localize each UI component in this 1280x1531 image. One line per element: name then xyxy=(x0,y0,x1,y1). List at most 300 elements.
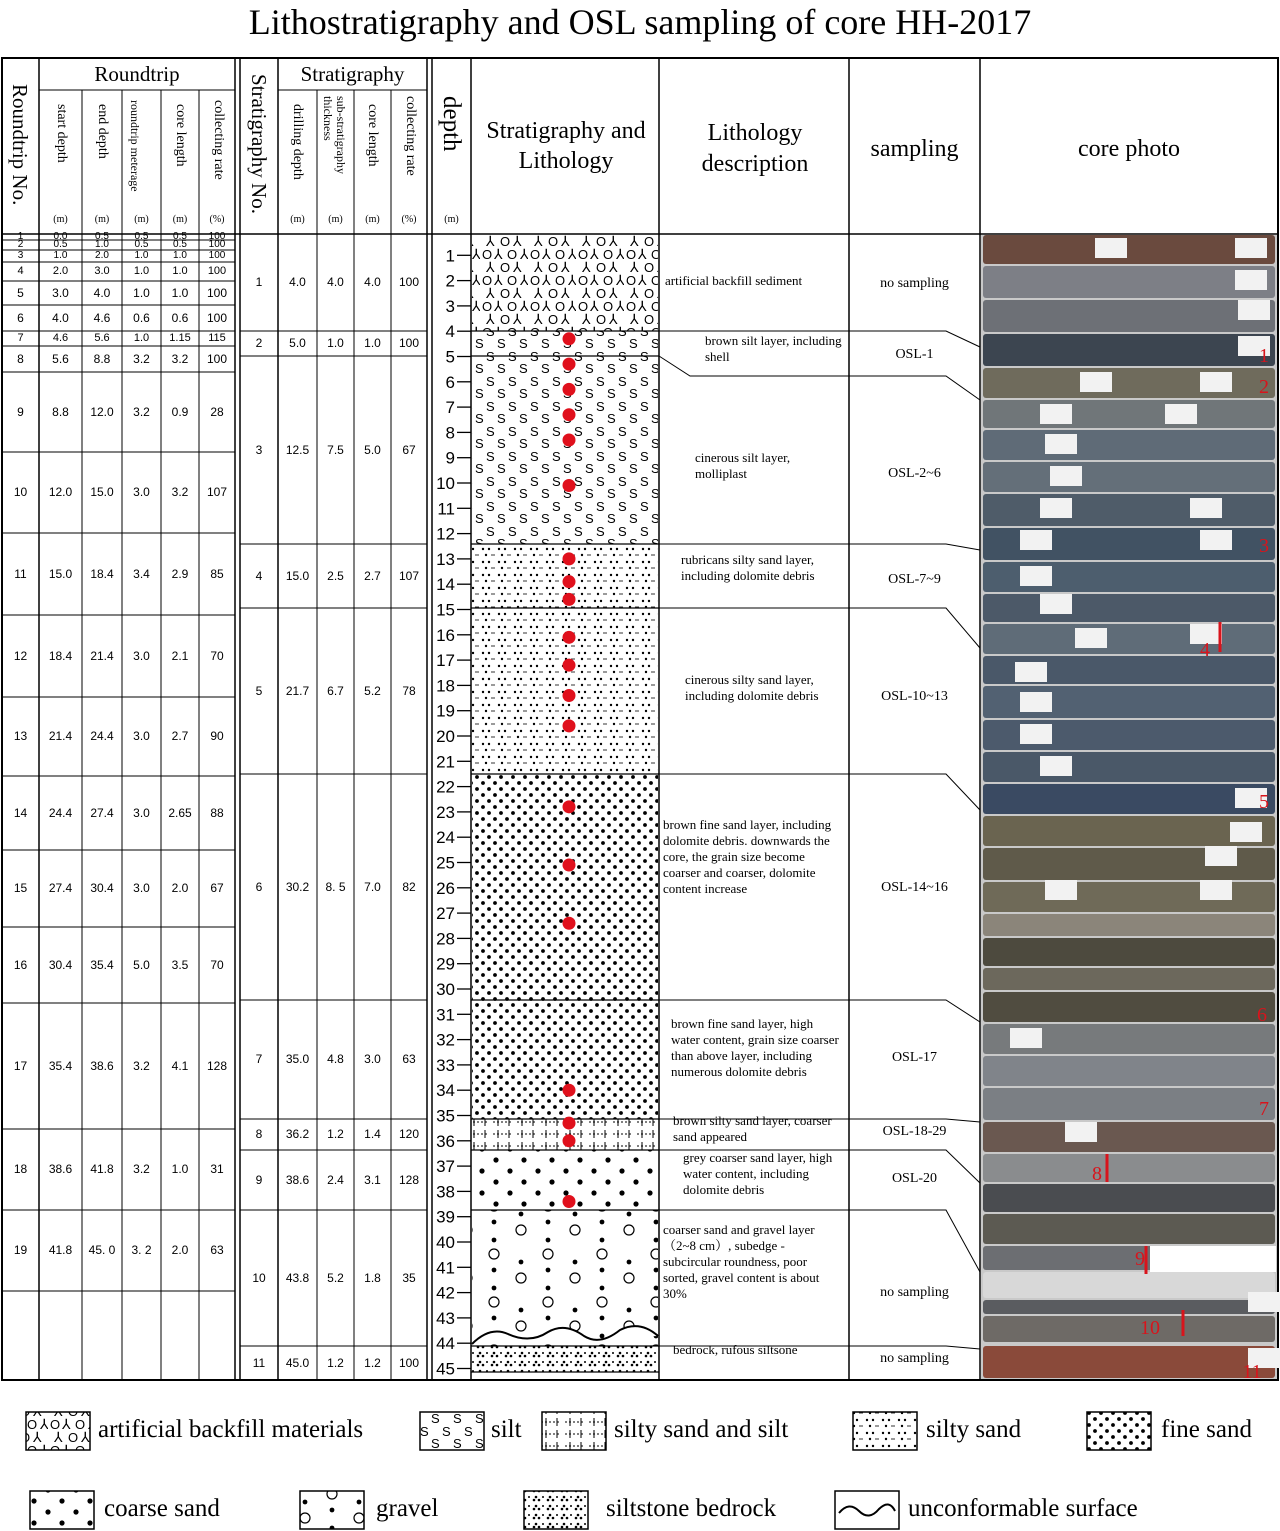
strata-cell-core: 4.0 xyxy=(364,275,381,289)
roundtrip-cell-no: 1 xyxy=(17,231,24,242)
depth-tick-label: 29 xyxy=(436,954,455,974)
roundtrip-cell-rate: 107 xyxy=(206,485,228,499)
core-photo-strip xyxy=(983,1300,1275,1314)
roundtrip-cell-core: 2.7 xyxy=(171,729,189,743)
osl-sample-dot xyxy=(563,1195,576,1208)
roundtrip-cell-meter: 5.0 xyxy=(133,958,150,972)
roundtrip-cell-meter: 0.6 xyxy=(133,311,150,325)
sample-tag xyxy=(1040,404,1072,424)
legend-label-gravel: gravel xyxy=(376,1495,439,1522)
sample-tag xyxy=(1075,628,1107,648)
roundtrip-cell-rate: 63 xyxy=(210,1243,224,1257)
sample-tag xyxy=(1248,1292,1280,1312)
strata-cell-thick: 1.2 xyxy=(327,1356,344,1370)
sampling-label: OSL-2~6 xyxy=(888,466,941,481)
strata-cell-rate: 100 xyxy=(398,1356,420,1370)
roundtrip-cell-end: 12.0 xyxy=(90,405,114,419)
roundtrip-cell-rate: 88 xyxy=(210,806,224,820)
core-photo-strip xyxy=(983,624,1275,654)
strata-cell-no: 8 xyxy=(255,1127,263,1141)
depth-tick-label: 42 xyxy=(436,1283,455,1303)
roundtrip-cell-core: 1.0 xyxy=(171,1162,189,1176)
legend-swatch-unconformity xyxy=(835,1491,899,1529)
roundtrip-cell-start: 21.4 xyxy=(48,729,73,743)
header-drilling-depth: drilling depth xyxy=(290,104,305,180)
roundtrip-cell-start: 18.4 xyxy=(48,649,73,663)
strata-cell-thick: 5.2 xyxy=(327,1271,344,1285)
roundtrip-cell-core: 2.0 xyxy=(171,881,189,895)
sample-tag xyxy=(1045,880,1077,900)
depth-tick-label: 27 xyxy=(436,904,455,924)
osl-sample-dot xyxy=(563,800,576,813)
roundtrip-cell-core: 1.0 xyxy=(171,286,189,300)
unit-start: (m) xyxy=(53,214,68,225)
roundtrip-cell-core: 0.6 xyxy=(171,311,189,325)
lithology-description: bedrock, rufous siltsone xyxy=(673,1342,798,1357)
legend-swatch-backfill xyxy=(26,1412,90,1450)
depth-tick-label: 19 xyxy=(436,701,455,721)
lithology-description: coarser sand and gravel layer（2~8 cm）, subedge - subcircular roundness, poor sorted, gravel content is about 30% xyxy=(663,1222,820,1301)
roundtrip-cell-rate: 100 xyxy=(208,239,226,250)
strata-cell-no: 7 xyxy=(255,1052,263,1066)
boundary-connector xyxy=(659,544,980,550)
depth-tick-label: 41 xyxy=(436,1258,455,1278)
osl-sample-dot xyxy=(563,689,576,702)
header-core-length: core length xyxy=(173,104,188,167)
roundtrip-cell-end: 18.4 xyxy=(90,567,114,581)
strata-cell-core: 5.2 xyxy=(364,684,381,698)
roundtrip-cell-no: 17 xyxy=(13,1059,28,1073)
sample-tag xyxy=(1040,498,1072,518)
roundtrip-cell-meter: 0.5 xyxy=(134,231,149,242)
sampling-label: no sampling xyxy=(880,276,949,291)
strata-cell-depth: 12.5 xyxy=(285,443,310,457)
depth-tick-label: 12 xyxy=(436,524,455,544)
osl-sample-dot xyxy=(563,719,576,732)
header-sub-thickness: sub-stratigraphy thickness xyxy=(321,96,348,174)
sample-tag xyxy=(1200,530,1232,550)
depth-tick-label: 16 xyxy=(436,625,455,645)
roundtrip-cell-end: 5.6 xyxy=(94,332,110,344)
lithology-layer xyxy=(472,234,658,331)
sampling-label: OSL-1 xyxy=(895,347,934,362)
osl-sample-dot xyxy=(563,917,576,930)
depth-tick-label: 45 xyxy=(436,1359,455,1379)
roundtrip-cell-rate: 70 xyxy=(210,649,224,663)
roundtrip-cell-no: 13 xyxy=(13,729,28,743)
roundtrip-cell-rate: 90 xyxy=(210,729,224,743)
depth-tick-label: 38 xyxy=(436,1182,455,1202)
sample-tag xyxy=(1238,300,1270,320)
sample-tag xyxy=(1165,404,1197,424)
roundtrip-cell-start: 15.0 xyxy=(48,567,73,581)
depth-tick-label: 39 xyxy=(436,1207,455,1227)
roundtrip-cell-start: 5.6 xyxy=(52,352,69,366)
core-photo-strip xyxy=(983,1056,1275,1086)
strata-cell-no: 10 xyxy=(252,1271,266,1285)
strata-cell-depth: 4.0 xyxy=(289,275,306,289)
photo-layer-marker: 6 xyxy=(1257,1004,1267,1026)
osl-sample-dot xyxy=(563,1084,576,1097)
depth-tick-label: 31 xyxy=(436,1005,455,1025)
strata-cell-thick: 2.4 xyxy=(327,1173,344,1187)
header-stratigraphy-no: Stratigraphy No. xyxy=(247,74,271,214)
roundtrip-cell-core: 1.0 xyxy=(173,250,187,261)
sample-tag xyxy=(1015,662,1047,682)
roundtrip-cell-meter: 3.0 xyxy=(133,729,150,743)
strata-cell-rate: 100 xyxy=(398,336,420,350)
strata-cell-thick: 7.5 xyxy=(327,443,344,457)
core-photo-strip xyxy=(983,1184,1275,1212)
roundtrip-cell-meter: 3.0 xyxy=(133,881,150,895)
legend-swatch-fine-sand xyxy=(1087,1412,1151,1450)
roundtrip-cell-start: 2.0 xyxy=(52,265,69,277)
sampling-label: OSL-10~13 xyxy=(881,689,948,704)
header-depth: depth xyxy=(438,96,465,152)
roundtrip-cell-start: 12.0 xyxy=(48,485,73,499)
sampling-label: OSL-7~9 xyxy=(888,572,941,587)
roundtrip-cell-core: 1.0 xyxy=(172,265,188,277)
strata-cell-depth: 5.0 xyxy=(289,336,306,350)
roundtrip-cell-end: 0.5 xyxy=(95,231,109,242)
roundtrip-cell-end: 15.0 xyxy=(90,485,114,499)
roundtrip-cell-rate: 128 xyxy=(206,1059,228,1073)
core-photo-strip xyxy=(983,1316,1275,1342)
boundary-connector xyxy=(659,608,980,648)
roundtrip-cell-end: 21.4 xyxy=(90,649,114,663)
roundtrip-cell-meter: 0.5 xyxy=(134,239,149,250)
header-end-depth: end depth xyxy=(95,104,110,159)
header-roundtrip-meterage: roundtrip meterage xyxy=(128,100,142,192)
strata-cell-rate: 107 xyxy=(398,569,420,583)
strata-cell-thick: 6.7 xyxy=(327,684,344,698)
strata-cell-thick: 4.0 xyxy=(327,275,344,289)
core-photo-strip xyxy=(983,235,1275,264)
depth-tick-label: 24 xyxy=(436,828,455,848)
legend-label-unconformity: unconformable surface xyxy=(908,1495,1138,1522)
sample-tag xyxy=(1040,756,1072,776)
photo-layer-marker: 2 xyxy=(1259,376,1269,398)
depth-tick-label: 35 xyxy=(436,1106,455,1126)
roundtrip-cell-start: 41.8 xyxy=(48,1243,73,1257)
legend-swatch-silty-sand-silt xyxy=(542,1412,606,1450)
osl-sample-dot xyxy=(563,332,576,345)
depth-tick-label: 37 xyxy=(436,1157,455,1177)
strata-cell-no: 1 xyxy=(255,275,263,289)
legend-label-siltstone: siltstone bedrock xyxy=(606,1495,777,1522)
roundtrip-cell-start: 1.0 xyxy=(53,250,68,261)
osl-sample-dot xyxy=(563,575,576,588)
sample-tag xyxy=(1020,692,1052,712)
roundtrip-cell-no: 18 xyxy=(13,1162,28,1176)
header-litho-desc: Lithology description xyxy=(701,120,809,177)
depth-tick-label: 30 xyxy=(436,980,455,999)
strata-cell-rate: 82 xyxy=(402,880,416,894)
roundtrip-cell-no: 5 xyxy=(17,286,24,300)
sample-tag xyxy=(1235,270,1267,290)
depth-tick-label: 4 xyxy=(445,322,455,342)
roundtrip-cell-core: 0.5 xyxy=(173,231,187,242)
roundtrip-cell-rate: 28 xyxy=(210,405,224,419)
legend-swatch-silty-sand xyxy=(853,1412,917,1450)
photo-layer-marker: 9 xyxy=(1135,1248,1145,1270)
lithology-layer xyxy=(472,356,658,544)
strata-cell-core: 3.0 xyxy=(364,1052,381,1066)
roundtrip-cell-no: 10 xyxy=(13,485,28,499)
legend-label-silt: silt xyxy=(491,1416,522,1443)
sampling-label: OSL-20 xyxy=(891,1171,938,1186)
header-collecting-rate: collecting rate xyxy=(211,100,226,180)
strata-cell-depth: 43.8 xyxy=(285,1271,310,1285)
osl-sample-dot xyxy=(563,408,576,421)
strata-cell-core: 2.7 xyxy=(364,569,381,583)
depth-tick-label: 2 xyxy=(445,271,455,291)
legend-swatch-silt xyxy=(420,1412,484,1450)
roundtrip-cell-core: 3.5 xyxy=(171,958,189,972)
depth-tick-label: 10 xyxy=(436,474,455,493)
core-photo-strip xyxy=(983,334,1275,366)
strata-cell-thick: 8. 5 xyxy=(325,880,346,894)
strata-cell-rate: 63 xyxy=(402,1052,416,1066)
osl-sample-dot xyxy=(563,859,576,872)
roundtrip-cell-rate: 100 xyxy=(208,231,226,242)
roundtrip-cell-start: 4.6 xyxy=(52,332,69,344)
roundtrip-cell-meter: 3.2 xyxy=(133,405,150,419)
osl-sample-dot xyxy=(563,433,576,446)
osl-sample-dot xyxy=(563,552,576,565)
depth-tick-label: 32 xyxy=(436,1030,455,1050)
depth-tick-label: 8 xyxy=(445,423,455,443)
sampling-label: OSL-18-29 xyxy=(882,1124,947,1139)
unit-core: (m) xyxy=(172,214,188,225)
unit-end: (m) xyxy=(94,214,110,225)
roundtrip-cell-meter: 1.0 xyxy=(133,265,150,277)
unit-score: (m) xyxy=(365,214,380,225)
header-start-depth: start depth xyxy=(54,104,69,163)
strata-cell-thick: 4.8 xyxy=(327,1052,344,1066)
photo-layer-marker: 4 xyxy=(1200,639,1210,661)
sample-tag xyxy=(1200,880,1232,900)
roundtrip-cell-no: 3 xyxy=(17,250,24,261)
strata-cell-depth: 45.0 xyxy=(285,1356,310,1370)
strata-cell-thick: 2.5 xyxy=(327,569,344,583)
header-roundtrip: Roundtrip xyxy=(94,62,180,86)
strata-cell-depth: 30.2 xyxy=(285,880,310,894)
roundtrip-cell-meter: 3. 2 xyxy=(131,1243,152,1257)
roundtrip-cell-rate: 85 xyxy=(210,567,224,581)
strata-cell-no: 5 xyxy=(255,684,263,698)
header-sampling: sampling xyxy=(870,136,959,162)
roundtrip-cell-end: 27.4 xyxy=(90,806,114,820)
lithology-description: cinerous silty sand layer, including dolomite debris xyxy=(685,672,819,703)
depth-tick-label: 22 xyxy=(436,777,455,797)
roundtrip-cell-meter: 3.2 xyxy=(133,352,150,366)
osl-sample-dot xyxy=(563,383,576,396)
depth-tick-label: 13 xyxy=(436,549,455,569)
sample-tag xyxy=(1020,566,1052,586)
depth-tick-label: 11 xyxy=(437,499,455,519)
roundtrip-cell-start: 0.0 xyxy=(53,231,68,242)
strata-cell-core: 3.1 xyxy=(364,1173,381,1187)
strata-cell-core: 1.4 xyxy=(364,1127,381,1141)
strata-cell-rate: 128 xyxy=(398,1173,420,1187)
roundtrip-cell-rate: 100 xyxy=(206,286,228,300)
roundtrip-cell-no: 6 xyxy=(17,311,24,325)
depth-tick-label: 17 xyxy=(436,651,455,671)
sample-tag xyxy=(1235,238,1267,258)
roundtrip-cell-end: 30.4 xyxy=(90,881,114,895)
core-photo-strip xyxy=(983,752,1275,782)
unit-rate: (%) xyxy=(209,214,225,225)
sample-tag xyxy=(1200,372,1232,392)
roundtrip-cell-rate: 100 xyxy=(208,250,226,261)
strata-cell-no: 6 xyxy=(255,880,263,894)
strata-cell-no: 3 xyxy=(255,443,263,457)
strata-cell-core: 1.8 xyxy=(364,1271,381,1285)
roundtrip-cell-no: 9 xyxy=(17,405,24,419)
roundtrip-cell-core: 2.0 xyxy=(171,1243,189,1257)
depth-tick-label: 25 xyxy=(436,853,455,873)
header-roundtrip-no: Roundtrip No. xyxy=(8,84,32,206)
depth-tick-label: 5 xyxy=(445,347,455,367)
legend-label-fine-sand: fine sand xyxy=(1161,1416,1252,1443)
depth-tick-label: 18 xyxy=(436,676,455,696)
photo-layer-marker: 8 xyxy=(1092,1163,1102,1185)
roundtrip-cell-start: 8.8 xyxy=(52,405,69,419)
depth-tick-label: 23 xyxy=(436,802,455,822)
roundtrip-cell-meter: 1.0 xyxy=(133,286,150,300)
core-photo-strip xyxy=(983,494,1275,526)
strata-cell-core: 1.2 xyxy=(364,1356,381,1370)
roundtrip-cell-no: 2 xyxy=(17,239,24,250)
roundtrip-cell-no: 11 xyxy=(14,567,27,581)
sample-tag xyxy=(1095,238,1127,258)
roundtrip-cell-end: 2.0 xyxy=(95,250,109,261)
strata-cell-no: 2 xyxy=(255,336,263,350)
sample-tag xyxy=(1190,498,1222,518)
roundtrip-cell-core: 4.1 xyxy=(171,1059,189,1073)
strata-cell-rate: 100 xyxy=(398,275,420,289)
roundtrip-cell-meter: 3.0 xyxy=(133,649,150,663)
strata-cell-rate: 67 xyxy=(402,443,416,457)
depth-tick-label: 6 xyxy=(445,372,455,392)
strata-cell-no: 4 xyxy=(255,569,263,583)
roundtrip-cell-end: 38.6 xyxy=(90,1059,114,1073)
strata-cell-depth: 38.6 xyxy=(285,1173,310,1187)
osl-sample-dot xyxy=(563,1117,576,1130)
lithology-layer xyxy=(472,1000,658,1119)
roundtrip-cell-rate: 100 xyxy=(207,265,227,277)
roundtrip-cell-rate: 115 xyxy=(208,332,226,344)
roundtrip-cell-no: 12 xyxy=(13,649,28,663)
core-photo-strip xyxy=(983,1214,1275,1244)
lithology-description: grey coarser sand layer, high water content, including dolomite debris xyxy=(683,1150,833,1197)
strata-cell-rate: 78 xyxy=(402,684,416,698)
roundtrip-cell-core: 3.2 xyxy=(171,352,189,366)
core-photo-strip xyxy=(983,784,1275,814)
roundtrip-cell-end: 1.0 xyxy=(95,239,109,250)
roundtrip-cell-no: 14 xyxy=(13,806,28,820)
roundtrip-cell-meter: 3.2 xyxy=(133,1162,150,1176)
header-strat-collecting-rate: collecting rate xyxy=(403,96,418,176)
roundtrip-cell-end: 3.0 xyxy=(94,265,110,277)
header-strat-core-length: core length xyxy=(365,104,380,167)
roundtrip-cell-no: 8 xyxy=(17,352,24,366)
sampling-label: no sampling xyxy=(880,1285,949,1300)
roundtrip-cell-rate: 100 xyxy=(206,311,228,325)
unit-depth: (m) xyxy=(444,214,459,225)
photo-layer-marker: 3 xyxy=(1259,535,1269,557)
sample-tag xyxy=(1020,724,1052,744)
header-core-photo: core photo xyxy=(1078,136,1180,162)
depth-tick-label: 40 xyxy=(436,1233,455,1252)
figure-title: Lithostratigraphy and OSL sampling of core HH-2017 xyxy=(248,2,1032,42)
strata-cell-core: 1.0 xyxy=(364,336,381,350)
roundtrip-cell-core: 0.9 xyxy=(171,405,189,419)
sample-tag xyxy=(1040,594,1072,614)
sample-tag xyxy=(1080,372,1112,392)
roundtrip-cell-end: 4.0 xyxy=(93,286,111,300)
roundtrip-cell-meter: 3.2 xyxy=(133,1059,150,1073)
depth-tick-label: 33 xyxy=(436,1055,455,1075)
strata-cell-no: 9 xyxy=(255,1173,263,1187)
legend-label-backfill: artificial backfill materials xyxy=(98,1416,364,1443)
sample-tag xyxy=(1020,530,1052,550)
roundtrip-cell-end: 4.6 xyxy=(93,311,111,325)
roundtrip-cell-start: 30.4 xyxy=(48,958,73,972)
roundtrip-cell-end: 8.8 xyxy=(93,352,111,366)
roundtrip-cell-start: 24.4 xyxy=(48,806,73,820)
core-photo-strip xyxy=(983,992,1275,1022)
core-photo-strip xyxy=(983,914,1275,936)
osl-sample-dot xyxy=(563,358,576,371)
strata-cell-no: 11 xyxy=(252,1356,266,1370)
roundtrip-cell-meter: 3.4 xyxy=(133,567,150,581)
core-photo-strip xyxy=(983,968,1275,990)
core-photo-strip xyxy=(983,594,1275,622)
header-strat-litho: Stratigraphy and Lithology xyxy=(486,118,646,174)
lithology-description: brown fine sand layer, high water content, grain size coarser than above layer, including numerous dolomite debris xyxy=(671,1016,839,1079)
header-stratigraphy: Stratigraphy xyxy=(300,62,405,86)
depth-tick-label: 26 xyxy=(436,878,455,898)
legend-swatch-coarse-sand xyxy=(30,1491,94,1529)
depth-tick-label: 21 xyxy=(436,752,455,772)
roundtrip-cell-end: 45. 0 xyxy=(88,1243,116,1257)
roundtrip-cell-start: 38.6 xyxy=(48,1162,73,1176)
depth-tick-label: 20 xyxy=(436,727,455,746)
roundtrip-cell-rate: 31 xyxy=(210,1162,224,1176)
sample-tag xyxy=(1045,434,1077,454)
depth-tick-label: 7 xyxy=(445,398,455,418)
strata-cell-thick: 1.0 xyxy=(327,336,344,350)
unit-srate: (%) xyxy=(401,214,417,225)
photo-layer-marker: 1 xyxy=(1259,345,1269,367)
legend-swatch-gravel xyxy=(300,1491,364,1529)
legend-label-coarse-sand: coarse sand xyxy=(104,1495,220,1522)
roundtrip-cell-core: 1.15 xyxy=(169,332,191,344)
core-photo-strip xyxy=(983,462,1275,492)
roundtrip-cell-start: 4.0 xyxy=(52,311,69,325)
osl-sample-dot xyxy=(563,593,576,606)
roundtrip-cell-meter: 3.0 xyxy=(133,485,150,499)
legend-label-silty-sand-silt: silty sand and silt xyxy=(614,1416,789,1443)
osl-sample-dot xyxy=(563,631,576,644)
strata-cell-core: 5.0 xyxy=(364,443,381,457)
core-photo-strip xyxy=(983,1088,1275,1120)
lithology-description: rubricans silty sand layer, including dolomite debris xyxy=(681,552,815,583)
roundtrip-cell-core: 2.65 xyxy=(168,806,192,820)
osl-sample-dot xyxy=(563,1134,576,1147)
